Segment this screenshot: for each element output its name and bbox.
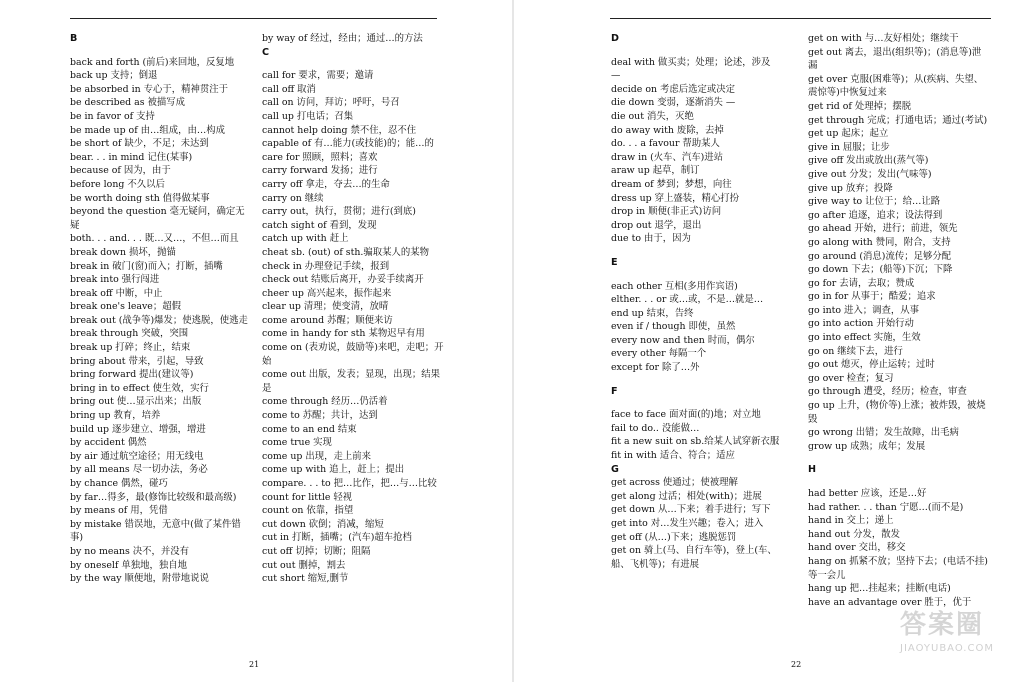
phrase-entry: even if / though 即使，虽然 xyxy=(611,321,736,333)
phrase-entry: cannot help doing 禁不住，忍不住 xyxy=(262,124,417,136)
phrase-entry: cut off 切掉；切断；阻隔 xyxy=(262,545,371,557)
phrase-entry: go through 遭受，经历；检查，审查 xyxy=(808,386,967,398)
phrase-entry: call up 打电话；召集 xyxy=(262,110,354,122)
phrase-entry: deal with 做买卖；处理；论述，涉及 xyxy=(611,56,771,68)
phrase-entry: hang up 把…挂起来；挂断(电话) xyxy=(808,583,951,595)
line-gap xyxy=(262,59,444,69)
phrase-entry: have an advantage over 胜于，优于 xyxy=(808,596,972,608)
phrase-entry: come to an end 结束 xyxy=(262,423,357,435)
phrase-entry: check out 结账后离开，办妥手续离开 xyxy=(262,274,424,286)
phrase-entry: draw in (火车、汽车)进站 xyxy=(611,151,724,163)
phrase-entry: fit a new suit on sb.给某人试穿新衣服 xyxy=(611,436,780,448)
phrase-entry: dress up 穿上盛装，精心打扮 xyxy=(611,192,740,204)
watermark-logo xyxy=(900,604,1018,664)
phrase-entry: — xyxy=(611,70,621,82)
phrase-entry: catch sight of 看到，发现 xyxy=(262,219,377,231)
phrase-entry: except for 除了…外 xyxy=(611,362,700,374)
phrase-entry: get through 完成；打通电话；通过(考试) xyxy=(808,114,988,126)
phrase-entry: back up 支持；倒退 xyxy=(70,70,158,82)
phrase-entry: get on 骑上(马、自行车等)，登上(车、船、飞机等)；有进展 xyxy=(611,545,777,570)
phrase-entry: decide on 考虑后选定或决定 xyxy=(611,83,735,95)
line-gap xyxy=(611,398,793,408)
line-gap xyxy=(70,46,252,56)
phrase-entry: carry off 拿走，夺去…的生命 xyxy=(262,178,390,190)
page-21 xyxy=(0,0,512,682)
phrase-entry: compare. . . to 把…比作，把…与…比较 xyxy=(262,478,437,489)
phrase-entry: by means of 用，凭借 xyxy=(70,505,168,517)
column-left-p21 xyxy=(70,32,252,586)
phrase-entry: call on 访问，拜访；呼吁，号召 xyxy=(262,97,400,109)
phrase-entry: break off 中断，中止 xyxy=(70,287,163,299)
phrase-entry: carry on 继续 xyxy=(262,192,324,204)
phrase-entry: be short of 缺少，不足；未达到 xyxy=(70,138,209,150)
column-right-p21 xyxy=(262,32,444,586)
phrase-entry: bring about 带来，引起，导致 xyxy=(70,355,204,367)
phrase-entry: clear up 清理；使变清，放晴 xyxy=(262,301,389,313)
column-left-p22 xyxy=(611,32,793,571)
phrase-entry: get along 过活；相处(with)；进展 xyxy=(611,490,762,502)
phrase-entry: had better 应该，还是…好 xyxy=(808,488,927,499)
phrase-entry: come in handy for sth 某物迟早有用 xyxy=(262,328,425,340)
line-gap xyxy=(611,46,793,56)
phrase-entry: come to 苏醒；共计，达到 xyxy=(262,410,378,422)
phrase-entry: every now and then 时而，偶尔 xyxy=(611,334,755,346)
phrase-entry: cut in 打断，插嘴；(汽车)超车抢档 xyxy=(262,532,412,544)
phrase-entry: be in favor of 支持 xyxy=(70,110,155,122)
section-letter: B xyxy=(70,33,78,44)
phrase-entry: be made up of 由…组成，由…构成 xyxy=(70,124,226,136)
line-gap xyxy=(611,375,793,385)
phrase-entry: by all means 尽一切办法，务必 xyxy=(70,464,208,476)
phrase-entry: get out 离去，退出(组织等)；(消息等)泄漏 xyxy=(808,46,982,72)
phrase-entry: do. . . a favour 帮助某人 xyxy=(611,138,720,150)
phrase-entry: cut out 删掉，割去 xyxy=(262,559,346,571)
phrase-entry: break into 强行闯进 xyxy=(70,274,160,286)
phrase-entry: get down 从…下来；着手进行；写下 xyxy=(611,504,771,516)
phrase-entry: break down 损坏，抛锚 xyxy=(70,246,176,258)
phrase-entry: hand over 交出，移交 xyxy=(808,542,906,554)
watermark-url: JIAOYUBAO.COM xyxy=(900,643,994,654)
page-22 xyxy=(514,0,1026,682)
phrase-entry: cut short 缩短,删节 xyxy=(262,573,349,585)
phrase-entry: break one's leave；超假 xyxy=(70,301,181,313)
phrase-entry: hang on 抓紧不放；坚持下去；(电话不挂)等一会儿 xyxy=(808,555,988,581)
phrase-entry: hand out 分发，散发 xyxy=(808,528,900,540)
phrase-entry: go wrong 出错；发生故障，出毛病 xyxy=(808,427,959,439)
phrase-entry: go up 上升，(物价等)上涨；被炸毁，被烧毁 xyxy=(808,400,986,425)
phrase-entry: bear. . . in mind 记住(某事) xyxy=(70,151,193,163)
phrase-entry: get across 使通过；使被理解 xyxy=(611,477,738,489)
phrase-entry: fail to do.. 没能做… xyxy=(611,422,700,434)
phrase-entry: carry out，执行，贯彻；进行(到底) xyxy=(262,206,416,218)
phrase-entry: come up with 追上，赶上；提出 xyxy=(262,464,405,476)
phrase-entry: by no means 决不，并没有 xyxy=(70,545,190,557)
phrase-entry: break through 突破，突围 xyxy=(70,328,189,340)
phrase-entry: catch up with 赶上 xyxy=(262,233,349,245)
phrase-entry: go along with 赞同，附合，支持 xyxy=(808,236,951,248)
phrase-entry: hand in 交上；递上 xyxy=(808,515,894,527)
phrase-entry: araw up 起草，制订 xyxy=(611,165,700,177)
phrase-entry: bring out 使…显示出来；出版 xyxy=(70,396,202,408)
phrase-entry: get rid of 处理掉；摆脱 xyxy=(808,100,912,112)
section-letter: H xyxy=(808,464,817,476)
phrase-entry: go into 进入；调查，从事 xyxy=(808,304,920,316)
phrase-entry: break in 破门(窗)而入；打断，插嘴 xyxy=(70,260,223,272)
phrase-entry: by accident 偶然 xyxy=(70,437,147,449)
phrase-entry: care for 照顾，照料；喜欢 xyxy=(262,151,378,163)
phrase-entry: get into 对…发生兴趣；卷入；进入 xyxy=(611,518,764,529)
phrase-entry: end up 结束，告终 xyxy=(611,307,694,319)
phrase-entry: had rather. . . than 宁愿…(而不是) xyxy=(808,501,964,513)
section-letter: G xyxy=(611,463,619,475)
column-right-p22 xyxy=(808,32,990,609)
phrase-entry: check in 办理登记手续，报到 xyxy=(262,260,390,272)
phrase-entry: come on (表劝说，鼓励等)来吧，走吧；开始 xyxy=(262,342,444,367)
phrase-entry: get over 克服(困难等)；从(疾病、失望、震惊等)中恢复过来 xyxy=(808,73,984,99)
phrase-entry: call for 要求，需要；邀请 xyxy=(262,70,374,82)
phrase-entry: be absorbed in 专心于，精神贯注于 xyxy=(70,83,228,95)
phrase-entry: because of 因为，由于 xyxy=(70,165,171,177)
phrase-entry: due to 由于，因为 xyxy=(611,233,691,245)
phrase-entry: bring up 教育，培养 xyxy=(70,410,161,422)
phrase-entry: go on 继续下去，进行 xyxy=(808,345,903,357)
phrase-entry: count for little 轻视 xyxy=(262,491,353,503)
top-rule xyxy=(70,18,437,19)
phrase-entry: go down 下去；(船等)下沉；下降 xyxy=(808,264,953,276)
section-letter: C xyxy=(262,46,270,58)
phrase-entry: by way of 经过，经由；通过…的方法 xyxy=(262,33,423,44)
section-letter: E xyxy=(611,256,618,268)
phrase-entry: by air 通过航空途径；用无线电 xyxy=(70,450,204,462)
phrase-entry: grow up 成熟；成年；发展 xyxy=(808,440,926,452)
phrase-entry: go for 去请，去取；赞成 xyxy=(808,277,915,289)
phrase-entry: give way to 让位于；给…让路 xyxy=(808,196,941,208)
phrase-entry: by chance 偶然，碰巧 xyxy=(70,478,168,489)
phrase-entry: get off (从…)下来；逃脱惩罚 xyxy=(611,531,737,543)
page-number: 22 xyxy=(791,660,802,669)
phrase-entry: bring forward 提出(建议等) xyxy=(70,369,194,381)
line-gap xyxy=(808,453,990,463)
phrase-entry: by far…得多，最(修饰比较级和最高级) xyxy=(70,491,237,503)
phrase-entry: capable of 有…能力(或技能)的；能…的 xyxy=(262,138,434,150)
phrase-entry: give in 屈服；让步 xyxy=(808,141,890,153)
phrase-entry: go out 熄灭，停止运转；过时 xyxy=(808,359,935,371)
phrase-entry: fit in with 适合、符合；适应 xyxy=(611,450,735,462)
phrase-entry: come true 实现 xyxy=(262,437,332,449)
phrase-entry: elther. . . or 或…或，不是…就是… xyxy=(611,294,764,306)
phrase-entry: before long 不久以后 xyxy=(70,178,165,190)
line-gap xyxy=(611,246,793,256)
phrase-entry: give out 分发；发出(气味等) xyxy=(808,168,932,180)
phrase-entry: be described as 被描写成 xyxy=(70,97,186,109)
phrase-entry: go over 检查；复习 xyxy=(808,372,894,384)
phrase-entry: come through 经历…仍活着 xyxy=(262,396,388,408)
phrase-entry: come up 出现，走上前来 xyxy=(262,450,371,462)
phrase-entry: cut down 砍倒；消减，缩短 xyxy=(262,518,384,530)
page-number: 21 xyxy=(249,660,260,669)
phrase-entry: be worth doing sth 值得做某事 xyxy=(70,192,210,204)
section-letter: F xyxy=(611,385,618,397)
phrase-entry: do away with 废除，去掉 xyxy=(611,124,724,136)
phrase-entry: drop in 顺便(非正式)访问 xyxy=(611,206,722,218)
phrase-entry: every other 每隔一个 xyxy=(611,348,707,360)
phrase-entry: die out 消失，灭绝 xyxy=(611,110,694,122)
phrase-entry: drop out 退学，退出 xyxy=(611,219,702,231)
phrase-entry: cheer up 高兴起来，振作起来 xyxy=(262,287,392,299)
watermark-text: 答案圈 xyxy=(900,610,985,640)
phrase-entry: go into action 开始行动 xyxy=(808,318,914,330)
phrase-entry: by the way 顺便地，附带地说说 xyxy=(70,573,209,585)
phrase-entry: give off 发出或放出(蒸气等) xyxy=(808,155,929,167)
phrase-entry: build up 逐步建立、增强，增进 xyxy=(70,423,206,435)
phrase-entry: get up 起床；起立 xyxy=(808,128,889,140)
phrase-entry: bring in to effect 使生效，实行 xyxy=(70,382,209,394)
phrase-entry: die down 变弱，逐渐消失 — xyxy=(611,97,736,109)
phrase-entry: count on 依靠，指望 xyxy=(262,505,354,517)
phrase-entry: come out 出版，发表；显现，出现；结果是 xyxy=(262,369,440,394)
phrase-entry: back and forth (前后)来回地，反复地 xyxy=(70,56,235,68)
phrase-entry: go into effect 实施，生效 xyxy=(808,332,921,344)
phrase-entry: dream of 梦到；梦想，向往 xyxy=(611,178,732,190)
phrase-entry: break out (战争等)爆发；使逃脱，使逃走 xyxy=(70,314,248,326)
line-gap xyxy=(808,477,990,487)
line-gap xyxy=(611,270,793,280)
top-rule xyxy=(610,18,991,19)
phrase-entry: get on with 与…友好相处；继续干 xyxy=(808,33,959,44)
phrase-entry: carry forward 发扬；进行 xyxy=(262,165,378,177)
phrase-entry: go around (消息)流传；足够分配 xyxy=(808,250,952,262)
phrase-entry: call off 取消 xyxy=(262,83,316,95)
phrase-entry: face to face 面对面(的)地；对立地 xyxy=(611,409,761,421)
section-letter: D xyxy=(611,33,619,44)
phrase-entry: go after 追逐，追求；设法得到 xyxy=(808,209,943,221)
phrase-entry: by oneself 单独地，独自地 xyxy=(70,559,187,571)
phrase-entry: go ahead 开始，进行；前进，领先 xyxy=(808,223,958,235)
phrase-entry: both. . . and. . . 既…又…，不但…而且 xyxy=(70,233,239,245)
phrase-entry: go in for 从事于；酷爱；追求 xyxy=(808,291,936,303)
phrase-entry: cheat sb. (out) of sth.骗取某人的某物 xyxy=(262,246,430,258)
phrase-entry: break up 打碎；终止，结束 xyxy=(70,342,191,354)
phrase-entry: beyond the question 毫无疑问，确定无疑 xyxy=(70,206,245,231)
phrase-entry: come around 苏醒；顺便来访 xyxy=(262,314,393,326)
phrase-entry: by mistake 错误地，无意中(做了某件错事) xyxy=(70,518,241,544)
phrase-entry: each other 互相(多用作宾语) xyxy=(611,280,738,292)
phrase-entry: give up 放弃；投降 xyxy=(808,182,893,194)
